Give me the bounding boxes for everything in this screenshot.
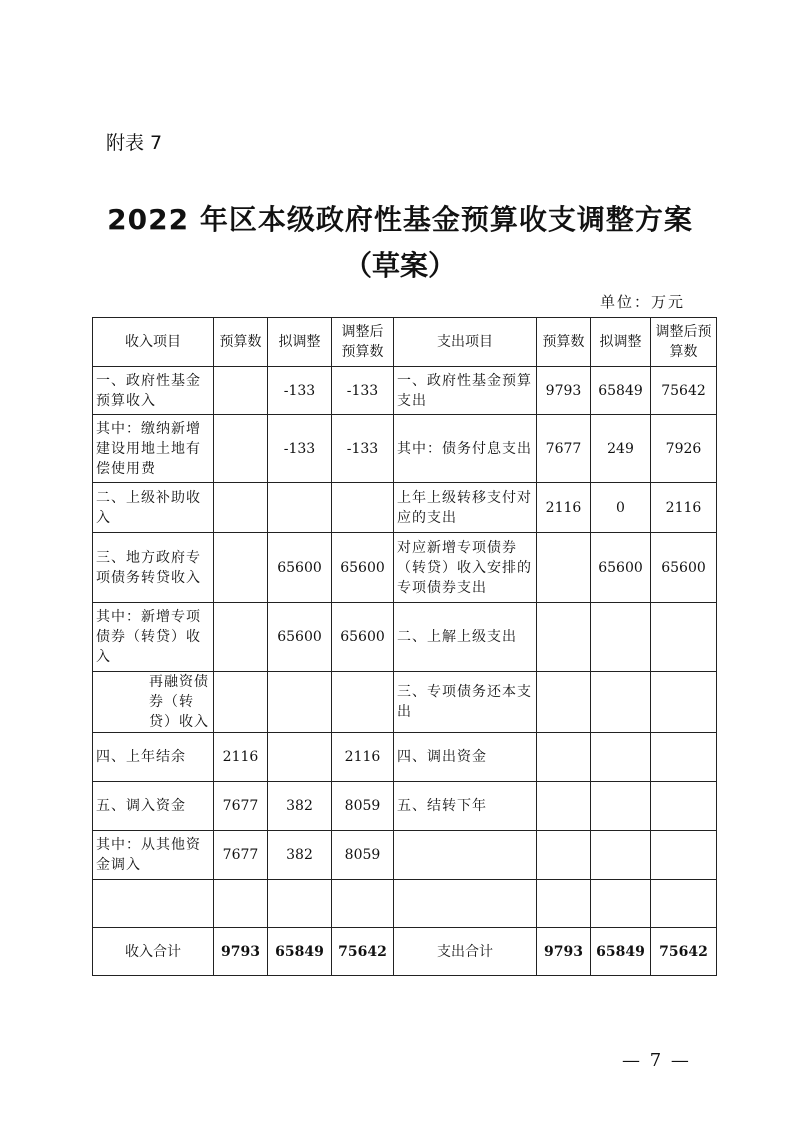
income-adjusted: -133 (332, 367, 394, 415)
expenditure-total-budget: 9793 (537, 928, 591, 976)
budget-adjustment-table (92, 317, 717, 976)
expenditure-item: 五、结转下年 (394, 782, 537, 831)
expenditure-adjusted (651, 672, 717, 733)
expenditure-adjustment: 65600 (591, 533, 651, 603)
income-adjustment: 65600 (268, 603, 332, 672)
expenditure-item: 三、专项债务还本支出 (394, 672, 537, 733)
income-budget: 2116 (214, 733, 268, 782)
expenditure-budget (537, 831, 591, 880)
table-row (93, 367, 717, 415)
expenditure-adjusted: 2116 (651, 483, 717, 533)
expenditure-adjustment (591, 603, 651, 672)
header-expenditure-item: 支出项目 (394, 318, 537, 367)
table-row (93, 603, 717, 672)
expenditure-total-adjusted: 75642 (651, 928, 717, 976)
income-budget (214, 880, 268, 928)
header-budget: 预算数 (214, 318, 268, 367)
expenditure-adjusted (651, 733, 717, 782)
appendix-label: 附表 7 (106, 132, 163, 154)
expenditure-adjusted (651, 880, 717, 928)
income-item: 五、调入资金 (93, 782, 214, 831)
income-budget (214, 672, 268, 733)
income-item: 再融资债券（转贷）收入 (93, 672, 214, 733)
income-total-budget: 9793 (214, 928, 268, 976)
table-row (93, 483, 717, 533)
expenditure-item: 二、上解上级支出 (394, 603, 537, 672)
income-budget (214, 483, 268, 533)
income-item: 其中：新增专项债券（转贷）收入 (93, 603, 214, 672)
table-row (93, 415, 717, 483)
expenditure-item: 上年上级转移支付对应的支出 (394, 483, 537, 533)
header-row (93, 318, 717, 367)
income-adjusted (332, 672, 394, 733)
expenditure-budget (537, 672, 591, 733)
expenditure-total-label: 支出合计 (394, 928, 537, 976)
header-income-item: 收入项目 (93, 318, 214, 367)
expenditure-adjusted (651, 603, 717, 672)
income-adjustment: 382 (268, 782, 332, 831)
income-budget (214, 415, 268, 483)
expenditure-item: 一、政府性基金预算支出 (394, 367, 537, 415)
expenditure-adjustment (591, 733, 651, 782)
total-row (93, 928, 717, 976)
expenditure-item: 其中：债务付息支出 (394, 415, 537, 483)
income-adjustment: -133 (268, 367, 332, 415)
income-budget: 7677 (214, 782, 268, 831)
income-adjustment (268, 483, 332, 533)
expenditure-adjusted (651, 782, 717, 831)
expenditure-budget (537, 733, 591, 782)
income-adjustment: 65600 (268, 533, 332, 603)
expenditure-adjustment: 65849 (591, 367, 651, 415)
income-adjustment (268, 733, 332, 782)
expenditure-adjusted: 75642 (651, 367, 717, 415)
income-item: 四、上年结余 (93, 733, 214, 782)
income-item: 二、上级补助收入 (93, 483, 214, 533)
table-row (93, 831, 717, 880)
income-item: 一、政府性基金预算收入 (93, 367, 214, 415)
income-adjustment: 382 (268, 831, 332, 880)
expenditure-budget: 9793 (537, 367, 591, 415)
expenditure-adjustment: 0 (591, 483, 651, 533)
expenditure-item: 四、调出资金 (394, 733, 537, 782)
document-title: 2022 年区本级政府性基金预算收支调整方案 (107, 203, 693, 236)
expenditure-adjusted: 7926 (651, 415, 717, 483)
expenditure-budget (537, 603, 591, 672)
expenditure-adjusted: 65600 (651, 533, 717, 603)
expenditure-adjustment: 249 (591, 415, 651, 483)
income-total-label: 收入合计 (93, 928, 214, 976)
income-item: 三、地方政府专项债务转贷收入 (93, 533, 214, 603)
expenditure-adjustment (591, 831, 651, 880)
income-total-adjustment: 65849 (268, 928, 332, 976)
expenditure-budget: 2116 (537, 483, 591, 533)
income-budget (214, 367, 268, 415)
table-row (93, 733, 717, 782)
table-row (93, 672, 717, 733)
income-adjusted: -133 (332, 415, 394, 483)
income-adjusted (332, 880, 394, 928)
expenditure-budget (537, 533, 591, 603)
expenditure-item: 对应新增专项债券（转贷）收入安排的专项债券支出 (394, 533, 537, 603)
header-proposed-adjustment-2: 拟调整 (591, 318, 651, 367)
income-total-adjusted: 75642 (332, 928, 394, 976)
expenditure-total-adjustment: 65849 (591, 928, 651, 976)
table-row (93, 880, 717, 928)
expenditure-budget (537, 880, 591, 928)
document-subtitle: （草案） (343, 249, 456, 282)
expenditure-adjustment (591, 672, 651, 733)
header-adjusted-budget-2: 调整后预算数 (651, 318, 717, 367)
income-adjusted: 65600 (332, 533, 394, 603)
income-item: 其中：缴纳新增建设用地土地有偿使用费 (93, 415, 214, 483)
income-budget: 7677 (214, 831, 268, 880)
income-adjusted: 8059 (332, 831, 394, 880)
expenditure-item (394, 880, 537, 928)
header-adjusted-budget: 调整后预算数 (332, 318, 394, 367)
header-proposed-adjustment: 拟调整 (268, 318, 332, 367)
expenditure-adjustment (591, 782, 651, 831)
unit-label: 单位：万元 (600, 293, 686, 311)
expenditure-item (394, 831, 537, 880)
income-budget (214, 533, 268, 603)
income-item (93, 880, 214, 928)
page-number: — 7 — (622, 1050, 691, 1071)
table-row (93, 533, 717, 603)
income-adjusted: 8059 (332, 782, 394, 831)
income-budget (214, 603, 268, 672)
income-adjustment: -133 (268, 415, 332, 483)
expenditure-budget (537, 782, 591, 831)
table-row (93, 782, 717, 831)
header-budget-2: 预算数 (537, 318, 591, 367)
income-adjusted: 2116 (332, 733, 394, 782)
income-adjusted (332, 483, 394, 533)
income-adjustment (268, 672, 332, 733)
expenditure-adjusted (651, 831, 717, 880)
income-item: 其中：从其他资金调入 (93, 831, 214, 880)
expenditure-adjustment (591, 880, 651, 928)
income-adjustment (268, 880, 332, 928)
expenditure-budget: 7677 (537, 415, 591, 483)
income-adjusted: 65600 (332, 603, 394, 672)
